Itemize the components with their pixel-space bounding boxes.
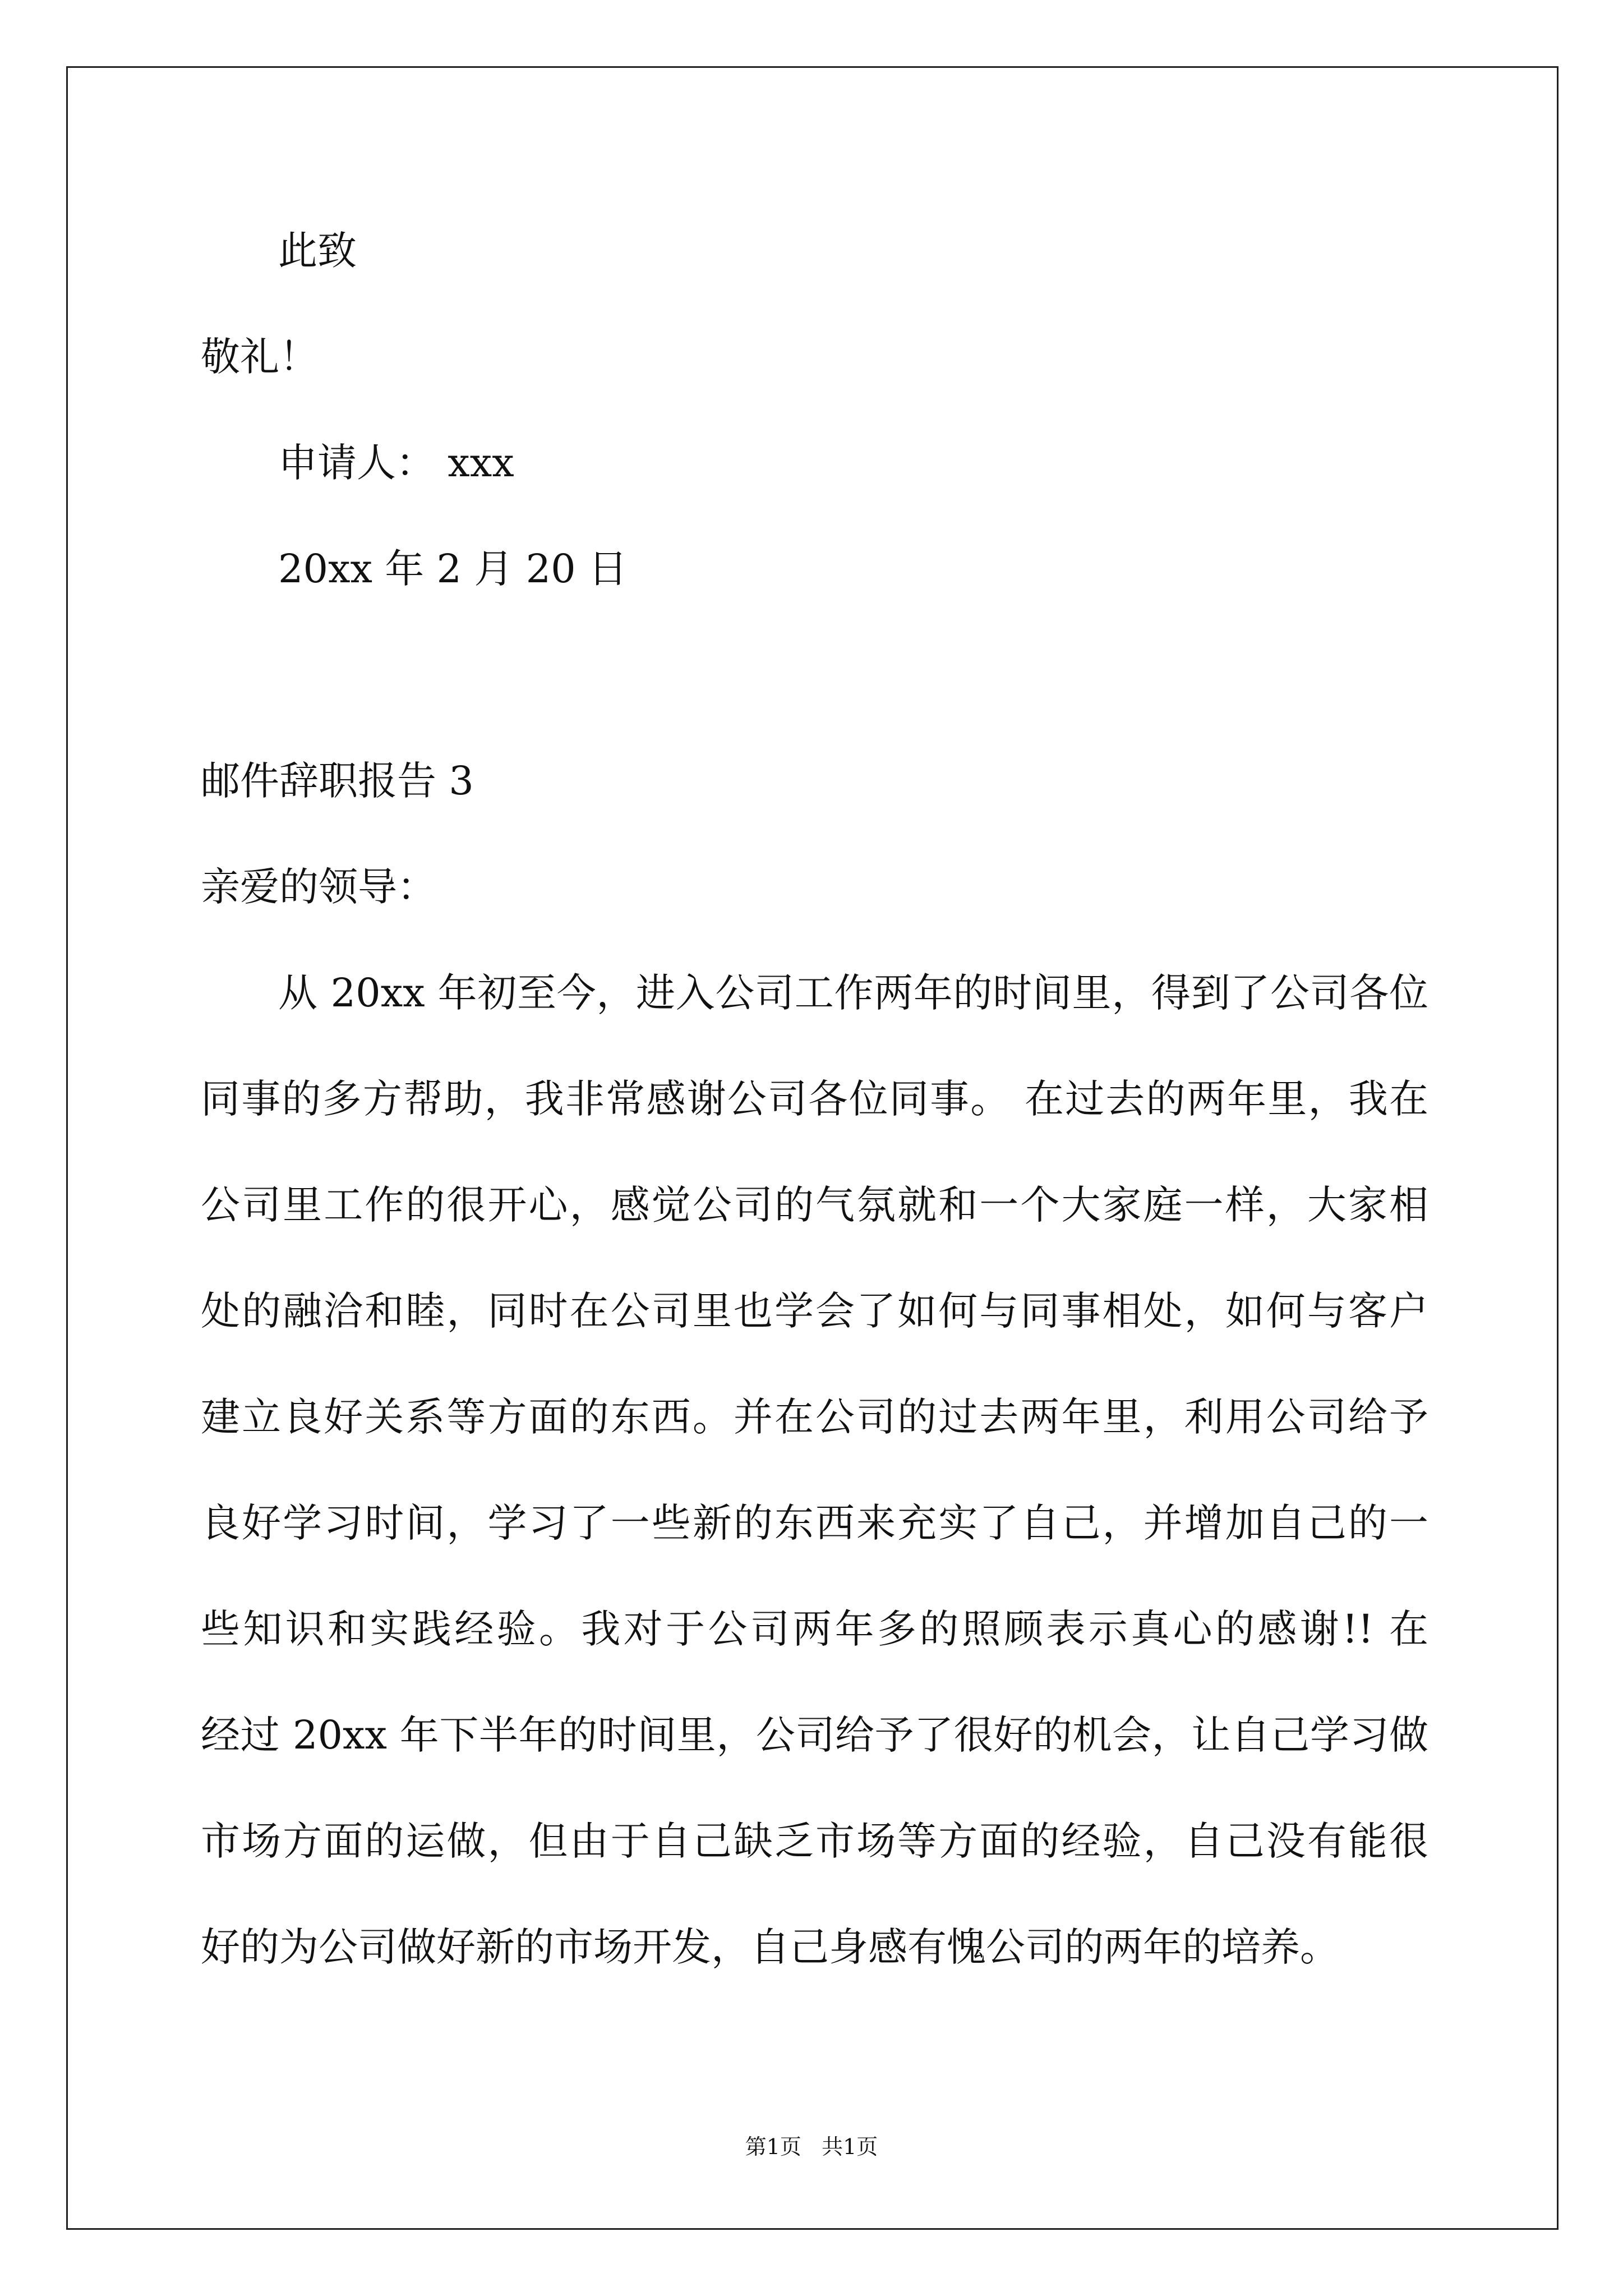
- document-body: [201, 198, 1428, 2000]
- paragraph-line: 建立良好关系等方面的东西。并在公司的过去两年里，利用公司给予: [201, 1394, 1428, 1440]
- section-title: 邮件辞职报告 3: [201, 758, 474, 804]
- paragraph-line: 些知识和实践经验。我对于公司两年多的照顾表示真心的感谢!! 在: [201, 1606, 1428, 1652]
- letter-date: 20xx 年 2 月 20 日: [278, 546, 628, 592]
- closing-regards: 敬礼！: [201, 334, 319, 380]
- paragraph-line: 处的融洽和睦，同时在公司里也学会了如何与同事相处，如何与客户: [201, 1288, 1428, 1334]
- paragraph-line: 从 20xx 年初至今，进入公司工作两年的时间里，得到了公司各位: [278, 970, 1428, 1016]
- paragraph-line: 好的为公司做好新的市场开发，自己身感有愧公司的两年的培养。: [201, 1924, 1339, 1970]
- paragraph-line: 经过 20xx 年下半年的时间里，公司给予了很好的机会，让自己学习做: [201, 1712, 1428, 1758]
- paragraph-line: 同事的多方帮助，我非常感谢公司各位同事。 在过去的两年里，我在: [201, 1076, 1428, 1122]
- letter-greeting: 亲爱的领导：: [201, 864, 436, 910]
- paragraph-line: 市场方面的运做，但由于自己缺乏市场等方面的经验，自己没有能很: [201, 1818, 1428, 1864]
- letter-paragraph: [201, 940, 1428, 2000]
- section-spacer: [201, 622, 1428, 728]
- closing-salutation: 此致: [278, 228, 357, 274]
- paragraph-line: 良好学习时间，学习了一些新的东西来充实了自己，并增加自己的一: [201, 1500, 1428, 1546]
- page-number-footer: 第1页 共1页: [745, 2134, 878, 2159]
- applicant-signature: 申请人： xxx: [278, 440, 514, 486]
- paragraph-line: 公司里工作的很开心，感觉公司的气氛就和一个大家庭一样，大家相: [201, 1182, 1428, 1228]
